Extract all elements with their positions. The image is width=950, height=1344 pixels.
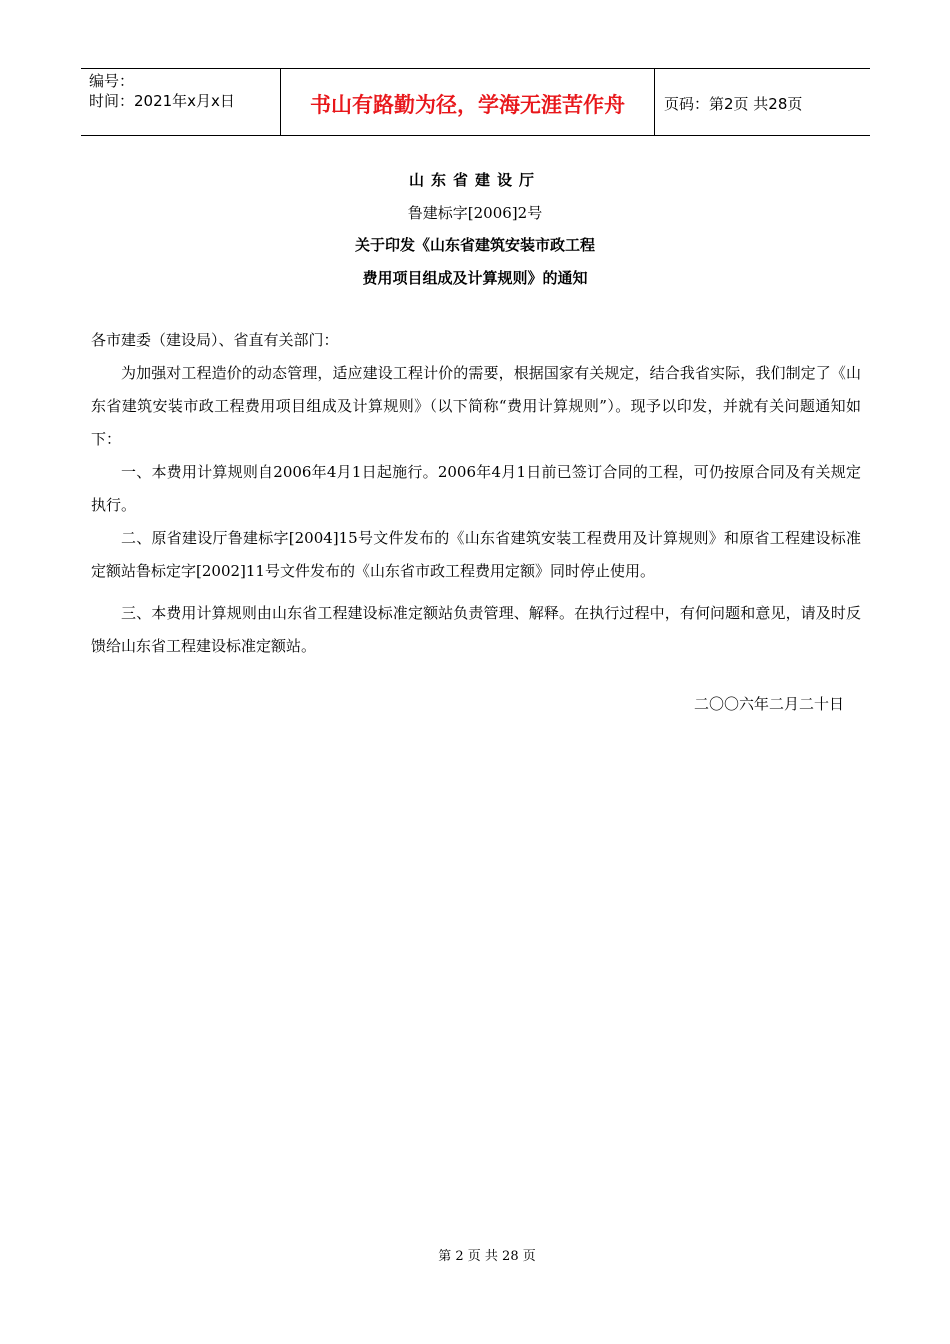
- paragraph: 三、本费用计算规则由山东省工程建设标准定额站负责管理、解释。在执行过程中，有何问题和意见，请及时反馈给山东省工程建设标准定额站。: [91, 604, 861, 655]
- header-motto: 书山有路勤为径，学海无涯苦作舟: [281, 69, 655, 135]
- page-footer: 第 2 页 共 28 页: [438, 1249, 536, 1264]
- paragraph: 二、原省建设厅鲁建标字[2004]15号文件发布的《山东省建筑安装工程费用及计算规则》和原省工程建设标准定额站鲁标定字[2002]11号文件发布的《山东省市政工程费用定额》同时停止使用。: [91, 529, 861, 580]
- notice-title-line-1: 关于印发《山东省建筑安装市政工程: [354, 236, 595, 254]
- notice-title-line-2: 费用项目组成及计算规则》的通知: [362, 269, 588, 287]
- page-header: [81, 68, 870, 136]
- salutation: 各市建委（建设局）、省直有关部门：: [91, 331, 339, 349]
- header-meta: [81, 69, 281, 135]
- time-label: 时间：2021年x月x日: [89, 92, 235, 110]
- paragraph: 一、本费用计算规则自2006年4月1日起施行。2006年4月1日前已签订合同的工程，可仍按原合同及有关规定执行。: [91, 463, 861, 514]
- number-label: 编号：: [89, 72, 135, 90]
- document-number: 鲁建标字[2006]2号: [407, 204, 543, 222]
- paragraph: 为加强对工程造价的动态管理，适应建设工程计价的需要，根据国家有关规定，结合我省实际，我们制定了《山东省建筑安装市政工程费用项目组成及计算规则》（以下简称“费用计算规则”）。现予以印发，并就有关问题通知如下：: [91, 364, 861, 448]
- organization-name: 山东省建设厅: [408, 171, 541, 189]
- header-page-number: 页码：第2页 共28页: [664, 94, 803, 113]
- issue-date: 二〇〇六年二月二十日: [693, 695, 844, 713]
